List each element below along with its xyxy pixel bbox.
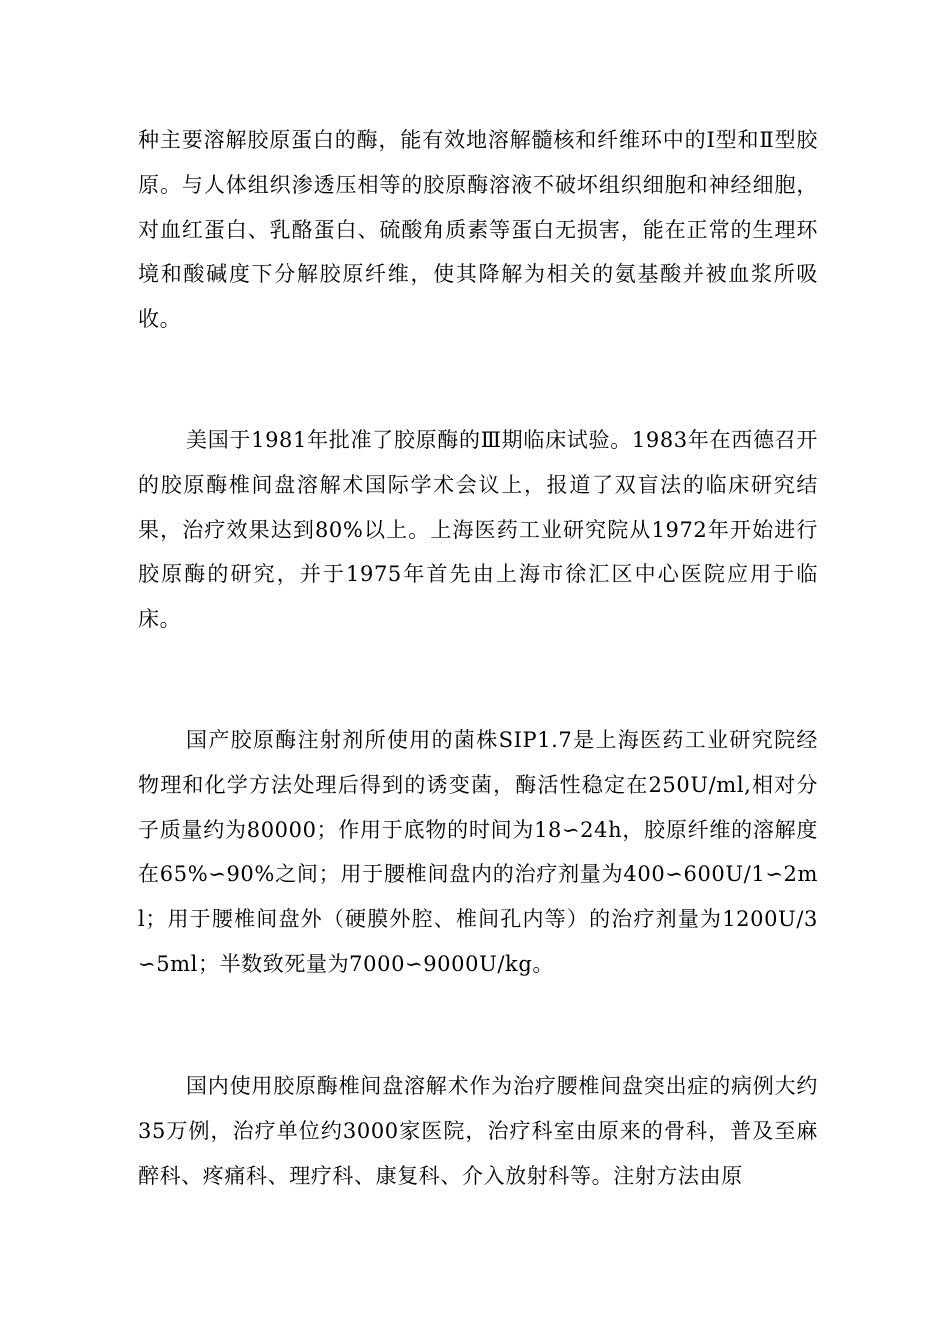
paragraph-clinical-history: 美国于1981年批准了胶原酶的Ⅲ期临床试验。1983年在西德召开的胶原酶椎间盘溶解术国际学术会议上，报道了双盲法的临床研究结果，治疗效果达到80%以上。上海医药工业研究院从1972年开始进行胶原酶的研究，并于1975年首先由上海市徐汇区中心医院应用于临床。 [138,428,818,632]
paragraph-domestic-usage: 国内使用胶原酶椎间盘溶解术作为治疗腰椎间盘突出症的病例大约35万例，治疗单位约3000家医院，治疗科室由原来的骨科，普及至麻醉科、疼痛科、理疗科、康复科、介入放射科等。注射方法由原 [138,1074,818,1188]
paragraph-collagenase-description: 种主要溶解胶原蛋白的酶，能有效地溶解髓核和纤维环中的Ⅰ型和Ⅱ型胶原。与人体组织渗透压相等的胶原酶溶液不破坏组织细胞和神经细胞，对血红蛋白、乳酪蛋白、硫酸角质素等蛋白无损害，能在正常的生理环境和酸碱度下分解胶原纤维，使其降解为相关的氨基酸并被血浆所吸收。 [138,128,818,332]
paragraph-domestic-injection: 国产胶原酶注射剂所使用的菌株SIP1.7是上海医药工业研究院经物理和化学方法处理后得到的诱变菌，酶活性稳定在250U/ml,相对分子质量约为80000；作用于底物的时间为18∽24h，胶原纤维的溶解度在65%∽90%之间；用于腰椎间盘内的治疗剂量为400∽600U/1∽2ml；用于腰椎间盘外（硬膜外腔、椎间孔内等）的治疗剂量为1200U/3∽5ml；半数致死量为7000∽9000U/kg。 [138,728,818,976]
